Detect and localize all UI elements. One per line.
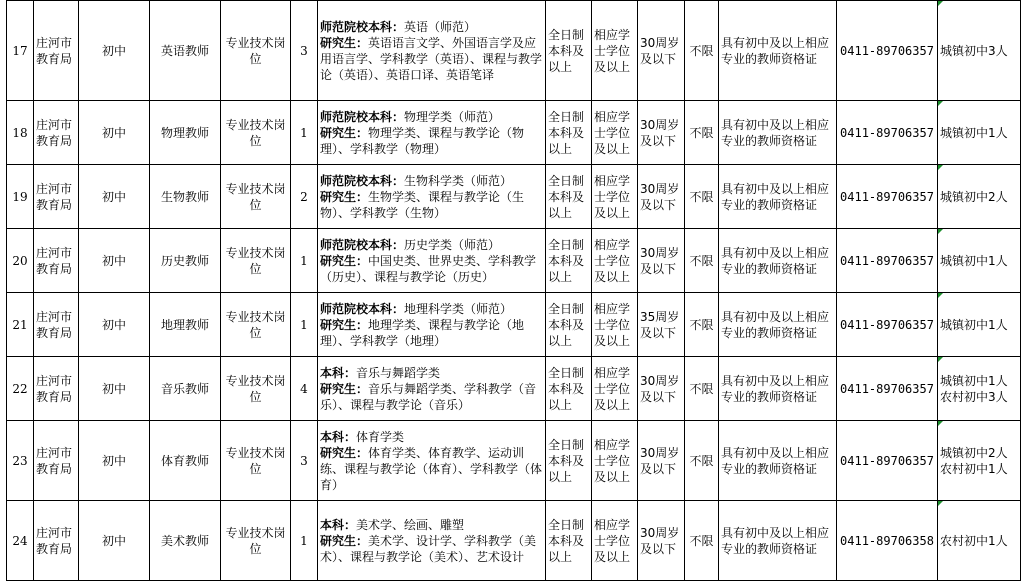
- major-grad-label: 研究生：: [320, 35, 369, 50]
- degree-cell[interactable]: 相应学士学位及以上: [592, 501, 638, 581]
- major-undergrad-label: 师范院校本科：: [320, 173, 405, 188]
- org-cell[interactable]: 庄河市教育局: [34, 501, 79, 581]
- comment-indicator-icon: [938, 357, 943, 362]
- recruitment-table: [6, 0, 1021, 581]
- remark-cell[interactable]: 城镇初中2人农村初中1人: [938, 421, 1021, 501]
- qualification-cell[interactable]: 具有初中及以上相应专业的教师资格证: [719, 357, 837, 421]
- remark-cell[interactable]: 城镇初中3人: [938, 1, 1021, 101]
- level-cell[interactable]: 初中: [79, 357, 150, 421]
- org-cell[interactable]: 庄河市教育局: [34, 101, 79, 165]
- subject-cell[interactable]: 地理教师: [150, 293, 221, 357]
- degree-cell[interactable]: 相应学士学位及以上: [592, 357, 638, 421]
- major-grad: 体育学类、体育教学、运动训练、课程与教学论（体育）、学科教学（体育）: [320, 445, 543, 492]
- subject-cell[interactable]: 历史教师: [150, 229, 221, 293]
- row-number[interactable]: 17: [7, 1, 34, 101]
- post-type-cell[interactable]: 专业技术岗位: [221, 421, 291, 501]
- education-cell[interactable]: 全日制本科及以上: [546, 229, 592, 293]
- count-cell[interactable]: 1: [291, 229, 318, 293]
- political-cell[interactable]: 不限: [685, 293, 719, 357]
- political-cell[interactable]: 不限: [685, 229, 719, 293]
- major-cell[interactable]: [318, 293, 546, 357]
- age-cell[interactable]: 30周岁及以下: [638, 501, 685, 581]
- major-undergrad: 体育学类: [356, 429, 405, 444]
- post-type-cell[interactable]: 专业技术岗位: [221, 229, 291, 293]
- level-cell[interactable]: 初中: [79, 229, 150, 293]
- major-grad-label: 研究生：: [320, 381, 369, 396]
- education-cell[interactable]: 全日制本科及以上: [546, 501, 592, 581]
- qualification-cell[interactable]: 具有初中及以上相应专业的教师资格证: [719, 101, 837, 165]
- major-cell[interactable]: [318, 421, 546, 501]
- major-undergrad: 物理学类（师范）: [404, 109, 501, 124]
- major-undergrad-label: 本科：: [320, 365, 357, 380]
- count-cell[interactable]: 1: [291, 501, 318, 581]
- qualification-cell[interactable]: 具有初中及以上相应专业的教师资格证: [719, 229, 837, 293]
- major-cell[interactable]: [318, 165, 546, 229]
- major-cell[interactable]: [318, 357, 546, 421]
- comment-indicator-icon: [938, 101, 943, 106]
- major-grad: 音乐与舞蹈学类、学科教学（音乐）、课程与教学论（音乐）: [320, 381, 537, 412]
- subject-cell[interactable]: 生物教师: [150, 165, 221, 229]
- political-cell[interactable]: 不限: [685, 165, 719, 229]
- level-cell[interactable]: 初中: [79, 501, 150, 581]
- political-cell[interactable]: 不限: [685, 1, 719, 101]
- comment-indicator-icon: [938, 501, 943, 506]
- degree-cell[interactable]: 相应学士学位及以上: [592, 101, 638, 165]
- org-cell[interactable]: 庄河市教育局: [34, 1, 79, 101]
- table-row: [7, 293, 1021, 357]
- major-undergrad-label: 本科：: [320, 429, 357, 444]
- comment-indicator-icon: [938, 229, 943, 234]
- post-type-cell[interactable]: 专业技术岗位: [221, 293, 291, 357]
- education-cell[interactable]: 全日制本科及以上: [546, 165, 592, 229]
- level-cell[interactable]: 初中: [79, 1, 150, 101]
- comment-indicator-icon: [938, 1, 943, 6]
- phone-cell[interactable]: 0411-89706357: [837, 165, 938, 229]
- org-cell[interactable]: 庄河市教育局: [34, 357, 79, 421]
- education-cell[interactable]: 全日制本科及以上: [546, 293, 592, 357]
- degree-cell[interactable]: 相应学士学位及以上: [592, 421, 638, 501]
- qualification-cell[interactable]: 具有初中及以上相应专业的教师资格证: [719, 1, 837, 101]
- count-cell[interactable]: 2: [291, 165, 318, 229]
- post-type-cell[interactable]: 专业技术岗位: [221, 357, 291, 421]
- education-cell[interactable]: 全日制本科及以上: [546, 357, 592, 421]
- political-cell[interactable]: 不限: [685, 101, 719, 165]
- subject-cell[interactable]: 物理教师: [150, 101, 221, 165]
- remark-cell[interactable]: 农村初中1人: [938, 501, 1021, 581]
- remark-cell[interactable]: 城镇初中1人: [938, 101, 1021, 165]
- table-row: [7, 165, 1021, 229]
- table-row: [7, 357, 1021, 421]
- major-grad: 英语语言文学、外国语言学及应用语言学、学科教学（英语）、课程与教学论（英语）、英语口译、英语笔译: [320, 35, 543, 82]
- education-cell[interactable]: 全日制本科及以上: [546, 1, 592, 101]
- major-grad-label: 研究生：: [320, 253, 369, 268]
- org-cell[interactable]: 庄河市教育局: [34, 293, 79, 357]
- age-cell[interactable]: 30周岁及以下: [638, 1, 685, 101]
- count-cell[interactable]: 3: [291, 421, 318, 501]
- comment-indicator-icon: [938, 293, 943, 298]
- post-type-cell[interactable]: 专业技术岗位: [221, 101, 291, 165]
- remark-cell[interactable]: 城镇初中2人: [938, 165, 1021, 229]
- subject-cell[interactable]: 体育教师: [150, 421, 221, 501]
- major-grad-label: 研究生：: [320, 533, 369, 548]
- education-cell[interactable]: 全日制本科及以上: [546, 101, 592, 165]
- age-cell[interactable]: 30周岁及以下: [638, 357, 685, 421]
- major-cell[interactable]: [318, 229, 546, 293]
- table-row: [7, 101, 1021, 165]
- org-cell[interactable]: 庄河市教育局: [34, 421, 79, 501]
- table-body: [7, 1, 1021, 581]
- table-row: [7, 229, 1021, 293]
- count-cell[interactable]: 3: [291, 1, 318, 101]
- qualification-cell[interactable]: 具有初中及以上相应专业的教师资格证: [719, 421, 837, 501]
- major-undergrad: 历史学类（师范）: [404, 237, 501, 252]
- major-grad-label: 研究生：: [320, 125, 369, 140]
- major-grad: 地理学类、课程与教学论（地理）、学科教学（地理）: [320, 317, 525, 348]
- major-undergrad-label: 师范院校本科：: [320, 19, 405, 34]
- political-cell[interactable]: 不限: [685, 421, 719, 501]
- major-cell[interactable]: [318, 501, 546, 581]
- level-cell[interactable]: 初中: [79, 101, 150, 165]
- major-undergrad-label: 师范院校本科：: [320, 109, 405, 124]
- degree-cell[interactable]: 相应学士学位及以上: [592, 293, 638, 357]
- political-cell[interactable]: 不限: [685, 357, 719, 421]
- phone-cell[interactable]: 0411-89706357: [837, 101, 938, 165]
- major-undergrad: 美术学、绘画、雕塑: [356, 517, 465, 532]
- post-type-cell[interactable]: 专业技术岗位: [221, 165, 291, 229]
- major-cell[interactable]: [318, 101, 546, 165]
- table-row: [7, 421, 1021, 501]
- subject-cell[interactable]: 美术教师: [150, 501, 221, 581]
- count-cell[interactable]: 1: [291, 101, 318, 165]
- row-number[interactable]: 22: [7, 357, 34, 421]
- phone-cell[interactable]: 0411-89706357: [837, 293, 938, 357]
- level-cell[interactable]: 初中: [79, 165, 150, 229]
- major-grad: 美术学、设计学、学科教学（美术）、课程与教学论（美术）、艺术设计: [320, 533, 537, 564]
- age-cell[interactable]: 30周岁及以下: [638, 101, 685, 165]
- phone-cell[interactable]: 0411-89706357: [837, 421, 938, 501]
- phone-cell[interactable]: 0411-89706357: [837, 1, 938, 101]
- major-undergrad-label: 师范院校本科：: [320, 237, 405, 252]
- major-cell[interactable]: [318, 1, 546, 101]
- count-cell[interactable]: 1: [291, 293, 318, 357]
- row-number[interactable]: 19: [7, 165, 34, 229]
- major-grad-label: 研究生：: [320, 189, 369, 204]
- major-grad-label: 研究生：: [320, 317, 369, 332]
- org-cell[interactable]: 庄河市教育局: [34, 165, 79, 229]
- major-grad: 中国史类、世界史类、学科教学（历史）、课程与教学论（历史）: [320, 253, 537, 284]
- age-cell[interactable]: 35周岁及以下: [638, 293, 685, 357]
- major-undergrad: 音乐与舞蹈学类: [356, 365, 441, 380]
- phone-cell[interactable]: 0411-89706357: [837, 357, 938, 421]
- comment-indicator-icon: [938, 165, 943, 170]
- qualification-cell[interactable]: 具有初中及以上相应专业的教师资格证: [719, 165, 837, 229]
- post-type-cell[interactable]: 专业技术岗位: [221, 501, 291, 581]
- major-grad: 生物学类、课程与教学论（生物）、学科教学（生物）: [320, 189, 525, 220]
- major-undergrad: 英语（师范）: [404, 19, 477, 34]
- row-number[interactable]: 20: [7, 229, 34, 293]
- age-cell[interactable]: 30周岁及以下: [638, 229, 685, 293]
- subject-cell[interactable]: 英语教师: [150, 1, 221, 101]
- major-grad-label: 研究生：: [320, 445, 369, 460]
- major-undergrad: 生物科学类（师范）: [404, 173, 513, 188]
- age-cell[interactable]: 30周岁及以下: [638, 165, 685, 229]
- comment-indicator-icon: [938, 421, 943, 426]
- major-undergrad: 地理科学类（师范）: [404, 301, 513, 316]
- level-cell[interactable]: 初中: [79, 421, 150, 501]
- row-number[interactable]: 18: [7, 101, 34, 165]
- education-cell[interactable]: 全日制本科及以上: [546, 421, 592, 501]
- subject-cell[interactable]: 音乐教师: [150, 357, 221, 421]
- degree-cell[interactable]: 相应学士学位及以上: [592, 229, 638, 293]
- major-undergrad-label: 本科：: [320, 517, 357, 532]
- degree-cell[interactable]: 相应学士学位及以上: [592, 1, 638, 101]
- qualification-cell[interactable]: 具有初中及以上相应专业的教师资格证: [719, 293, 837, 357]
- level-cell[interactable]: 初中: [79, 293, 150, 357]
- row-number[interactable]: 23: [7, 421, 34, 501]
- age-cell[interactable]: 30周岁及以下: [638, 421, 685, 501]
- phone-cell[interactable]: 0411-89706357: [837, 229, 938, 293]
- remark-cell[interactable]: 城镇初中1人农村初中3人: [938, 357, 1021, 421]
- table-row: [7, 1, 1021, 101]
- row-number[interactable]: 21: [7, 293, 34, 357]
- count-cell[interactable]: 4: [291, 357, 318, 421]
- org-cell[interactable]: 庄河市教育局: [34, 229, 79, 293]
- degree-cell[interactable]: 相应学士学位及以上: [592, 165, 638, 229]
- remark-cell[interactable]: 城镇初中1人: [938, 293, 1021, 357]
- row-number[interactable]: 24: [7, 501, 34, 581]
- phone-cell[interactable]: 0411-89706358: [837, 501, 938, 581]
- political-cell[interactable]: 不限: [685, 501, 719, 581]
- major-undergrad-label: 师范院校本科：: [320, 301, 405, 316]
- remark-cell[interactable]: 城镇初中1人: [938, 229, 1021, 293]
- major-grad: 物理学类、课程与教学论（物理）、学科教学（物理）: [320, 125, 525, 156]
- qualification-cell[interactable]: 具有初中及以上相应专业的教师资格证: [719, 501, 837, 581]
- table-row: [7, 501, 1021, 581]
- post-type-cell[interactable]: 专业技术岗位: [221, 1, 291, 101]
